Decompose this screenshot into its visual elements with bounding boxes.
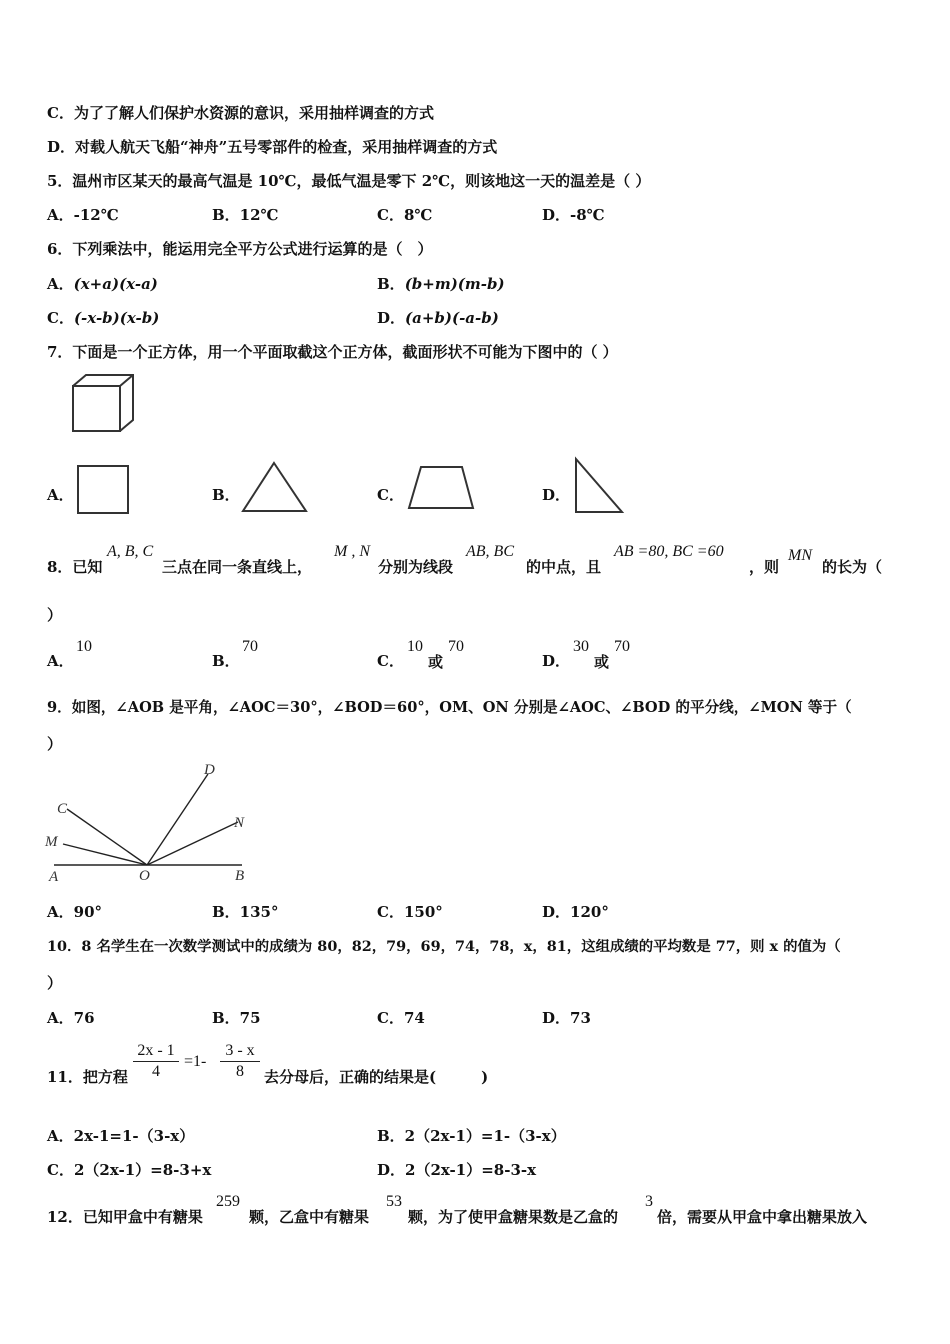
q8-option-d-or: 或 — [594, 653, 610, 671]
q5-stem: 5．温州市区某天的最高气温是 10℃，最低气温是零下 2℃，则该地这一天的温差是（ ） — [47, 172, 651, 190]
q8-option-d-label: D． — [542, 652, 571, 670]
q9-stem: 9．如图，∠AOB 是平角，∠AOC＝30°，∠BOD＝60°，OM、ON 分别是∠AOC、∠BOD 的平分线，∠MON 等于（ — [47, 699, 852, 716]
fig-label-o: O — [139, 868, 150, 884]
fig-label-b: B — [235, 868, 245, 884]
q7-option-a-label: A． — [47, 486, 74, 504]
fig-label-a: A — [49, 869, 59, 885]
fig-label-n: N — [234, 815, 245, 831]
right-triangle-shape — [571, 456, 627, 516]
fig-label-d: D — [204, 762, 215, 778]
q8-close-paren: ） — [47, 606, 63, 624]
q9-option-b: B．135° — [212, 903, 279, 921]
q11-text-2: 去分母后，正确的结果是( ) — [264, 1068, 489, 1086]
q11-fraction-right — [220, 1042, 260, 1081]
q5-option-b: B．12℃ — [212, 206, 279, 224]
q10-stem: 10．8 名学生在一次数学测试中的成绩为 80，82，79，69，74，78，x，81，这组成绩的平均数是 77，则 x 的值为（ — [47, 938, 841, 955]
q4-option-c: C．为了了解人们保护水资源的意识，采用抽样调查的方式 — [47, 104, 434, 122]
q12-text-3: 颗，为了使甲盒糖果数是乙盒的 — [408, 1208, 619, 1226]
q11-option-d: D．2（2x-1）=8-3-x — [377, 1161, 537, 1179]
q11-text-1: 11．把方程 — [47, 1068, 128, 1086]
q10-option-b: B．75 — [212, 1009, 261, 1027]
q12-number-3: 3 — [645, 1193, 653, 1210]
q7-stem: 7．下面是一个正方体，用一个平面取截这个正方体，截面形状不可能为下图中的（ ） — [47, 343, 618, 361]
q11-option-c: C．2（2x-1）=8-3+x — [47, 1161, 212, 1179]
fig-label-c: C — [57, 801, 68, 817]
q6-option-b: B．(b+m)(m-b) — [377, 275, 505, 293]
q7-option-b-label: B． — [212, 486, 240, 504]
q8-option-b-label: B． — [212, 652, 240, 670]
q11-denominator-left: 4 — [152, 1063, 160, 1080]
q8-option-d-value-1: 30 — [573, 638, 589, 655]
q6-option-d: D．(a+b)(-a-b) — [377, 309, 499, 327]
q7-option-c-label: C． — [377, 486, 404, 504]
q10-option-c: C．74 — [377, 1009, 425, 1027]
q11-equals: =1- — [184, 1053, 207, 1070]
q6-stem: 6．下列乘法中，能运用完全平方公式进行运算的是（ ） — [47, 240, 433, 258]
q5-option-d: D．-8℃ — [542, 206, 605, 224]
q8-option-a-value: 10 — [76, 638, 92, 655]
fig-label-m: M — [45, 834, 58, 850]
q11-denominator-right: 8 — [236, 1063, 244, 1080]
q9-close-paren: ） — [47, 735, 63, 753]
q8-text-3: 分别为线段 — [378, 558, 454, 576]
q6-option-a: A．(x+a)(x-a) — [47, 275, 158, 293]
q8-option-c-or: 或 — [428, 653, 444, 671]
q6-option-c: C．(-x-b)(x-b) — [47, 309, 160, 327]
q12-text-2: 颗，乙盒中有糖果 — [249, 1208, 370, 1226]
q5-option-c: C．8℃ — [377, 206, 433, 224]
q8-option-c-label: C． — [377, 652, 404, 670]
q8-option-d-value-2: 70 — [614, 638, 630, 655]
q8-math-mn-points: M , N — [334, 543, 370, 560]
q11-option-a: A．2x-1=1-（3-x） — [47, 1127, 195, 1145]
trapezoid-shape — [406, 464, 476, 512]
q9-option-d: D．120° — [542, 903, 609, 921]
q12-text-1: 12．已知甲盒中有糖果 — [47, 1208, 203, 1226]
q7-option-d-label: D． — [542, 486, 571, 504]
q10-close-paren: ） — [47, 974, 63, 992]
cube-figure — [70, 372, 136, 434]
q8-math-lengths: AB =80, BC =60 — [614, 543, 724, 560]
q11-option-b: B．2（2x-1）=1-（3-x） — [377, 1127, 566, 1145]
q5-option-a: A．-12℃ — [47, 206, 119, 224]
q8-option-c-value-1: 10 — [407, 638, 423, 655]
q8-math-abc: A, B, C — [107, 543, 154, 560]
q10-option-d: D．73 — [542, 1009, 591, 1027]
q8-text-4: 的中点，且 — [526, 558, 602, 576]
q9-option-c: C．150° — [377, 903, 443, 921]
q10-option-a: A．76 — [47, 1009, 95, 1027]
q11-fraction-left — [133, 1042, 179, 1081]
q8-math-segments: AB, BC — [466, 543, 514, 560]
angle-figure — [40, 758, 270, 888]
q12-text-4: 倍，需要从甲盒中拿出糖果放入 — [657, 1208, 868, 1226]
q4-option-d: D．对载人航天飞船“神舟”五号零部件的检查，采用抽样调查的方式 — [47, 138, 498, 156]
q8-option-c-value-2: 70 — [448, 638, 464, 655]
q8-option-b-value: 70 — [242, 638, 258, 655]
q8-text-2: 三点在同一条直线上， — [162, 558, 313, 576]
q11-numerator-left: 2x - 1 — [137, 1042, 175, 1059]
q12-number-259: 259 — [216, 1193, 240, 1210]
q8-text-5: ，则 — [749, 558, 780, 576]
q12-number-53: 53 — [386, 1193, 402, 1210]
q8-option-a-label: A． — [47, 652, 74, 670]
q8-math-mn: MN — [788, 547, 812, 564]
q9-option-a: A．90° — [47, 903, 103, 921]
q8-text-1: 8．已知 — [47, 558, 103, 576]
square-shape — [76, 464, 130, 516]
q8-text-6: 的长为（ — [822, 558, 883, 576]
triangle-shape — [240, 460, 310, 516]
q11-numerator-right: 3 - x — [225, 1042, 255, 1059]
